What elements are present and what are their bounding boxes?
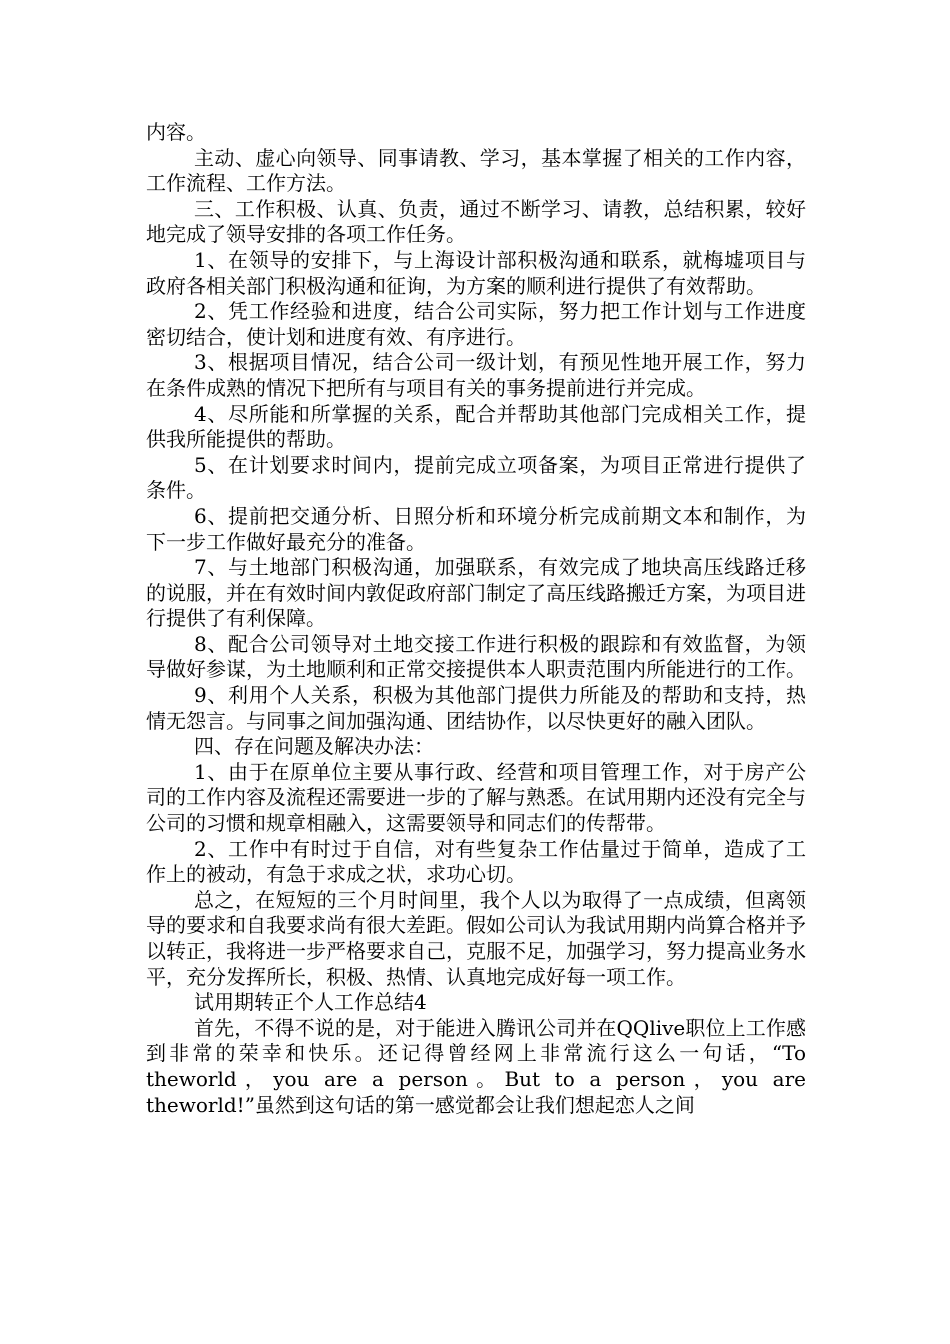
list-item: 6、提前把交通分析、日照分析和环境分析完成前期文本和制作，为下一步工作做好最充分的准备。: [146, 503, 806, 554]
list-item: 2、工作中有时过于自信，对有些复杂工作估量过于简单，造成了工作上的被动，有急于求成之状，求功心切。: [146, 836, 806, 887]
list-item: 1、由于在原单位主要从事行政、经营和项目管理工作，对于房产公司的工作内容及流程还需要进一步的了解与熟悉。在试用期内还没有完全与公司的习惯和规章相融入，这需要领导和同志们的传帮带。: [146, 759, 806, 836]
section-heading: 四、存在问题及解决办法：: [194, 734, 434, 759]
list-item: 5、在计划要求时间内，提前完成立项备案，为项目正常进行提供了条件。: [146, 452, 806, 503]
paragraph: 内容。: [146, 120, 206, 144]
section-heading: 三、工作积极、认真、负责，通过不断学习、请教，总结积累，较好地完成了领导安排的各项工作任务。: [146, 196, 806, 247]
list-item: 9、利用个人关系，积极为其他部门提供力所能及的帮助和支持，热情无怨言。与同事之间加强沟通、团结协作，以尽快更好的融入团队。: [146, 683, 806, 733]
section-title: 试用期转正个人工作总结4: [194, 990, 427, 1015]
document-body: [146, 120, 806, 1118]
list-item: 4、尽所能和所掌握的关系，配合并帮助其他部门完成相关工作，提供我所能提供的帮助。: [146, 401, 806, 452]
list-item: 1、在领导的安排下，与上海设计部积极沟通和联系，就梅墟项目与政府各相关部门积极沟通和征询，为方案的顺利进行提供了有效帮助。: [146, 247, 806, 298]
list-item: 7、与土地部门积极沟通，加强联系，有效完成了地块高压线路迁移的说服，并在有效时间内敦促政府部门制定了高压线路搬迁方案，为项目进行提供了有利保障。: [146, 555, 806, 631]
list-item: 3、根据项目情况，结合公司一级计划，有预见性地开展工作，努力在条件成熟的情况下把所有与项目有关的事务提前进行并完成。: [146, 350, 806, 400]
list-item: 8、配合公司领导对土地交接工作进行积极的跟踪和有效监督，为领导做好参谋，为土地顺利和正常交接提供本人职责范围内所能进行的工作。: [146, 631, 806, 682]
list-item: 2、凭工作经验和进度，结合公司实际，努力把工作计划与工作进度密切结合，使计划和进度有效、有序进行。: [146, 299, 806, 349]
paragraph: 主动、虚心向领导、同事请教、学习，基本掌握了相关的工作内容，工作流程、工作方法。: [146, 145, 806, 196]
paragraph: 首先，不得不说的是，对于能进入腾讯公司并在QQlive职位上工作感到非常的荣幸和快乐。还记得曾经网上非常流行这么一句话，“To theworld，you are a person。But to a person，you are theworld!”虽然到这句话的第一感觉都会让我们想起恋人之间: [146, 1015, 806, 1117]
paragraph: 总之，在短短的三个月时间里，我个人以为取得了一点成绩，但离领导的要求和自我要求尚有很大差距。假如公司认为我试用期内尚算合格并予以转正，我将进一步严格要求自己，克服不足，加强学习，努力提高业务水平，充分发挥所长，积极、热情、认真地完成好每一项工作。: [146, 887, 806, 989]
